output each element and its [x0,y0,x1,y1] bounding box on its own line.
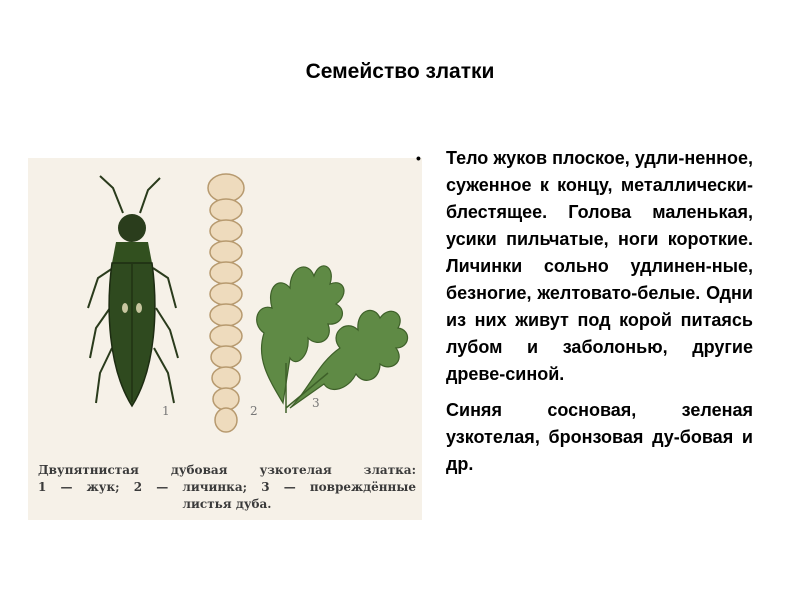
figure-caption [38,462,416,513]
description-paragraph: Тело жуков плоское, удли-ненное, суженное к концу, металлически- блестящее. Голова маленькая, усики пильчатые, ноги короткие. Личинки сольно удлинен-ные, безногие, желтовато-белые. Одни из них живут под корой питаясь лубом и заболонью, другие древе-синой. [446,148,753,384]
insect-illustration [28,158,422,520]
figure-label-larva: 2 [250,404,258,418]
illustration-drawing [28,158,422,458]
oak-leaves [257,266,408,408]
figure-label-leaves: 3 [312,396,320,410]
figure-label-beetle: 1 [162,404,170,418]
caption-line-2: 1 — жук; 2 — личинка; 3 — повреждённые [38,480,416,494]
caption-line-3: листья дуба. [182,497,272,511]
caption-line-1: Двупятнистая дубовая узкотелая златка: [38,463,416,477]
slide-title: Семейство златки [305,60,495,83]
larva [208,174,244,432]
species-paragraph: Синяя сосновая, зеленая узкотелая, бронзовая ду-бовая и др. [446,400,753,474]
bullet-marker: • [416,150,421,166]
slide-body-text [446,145,753,478]
